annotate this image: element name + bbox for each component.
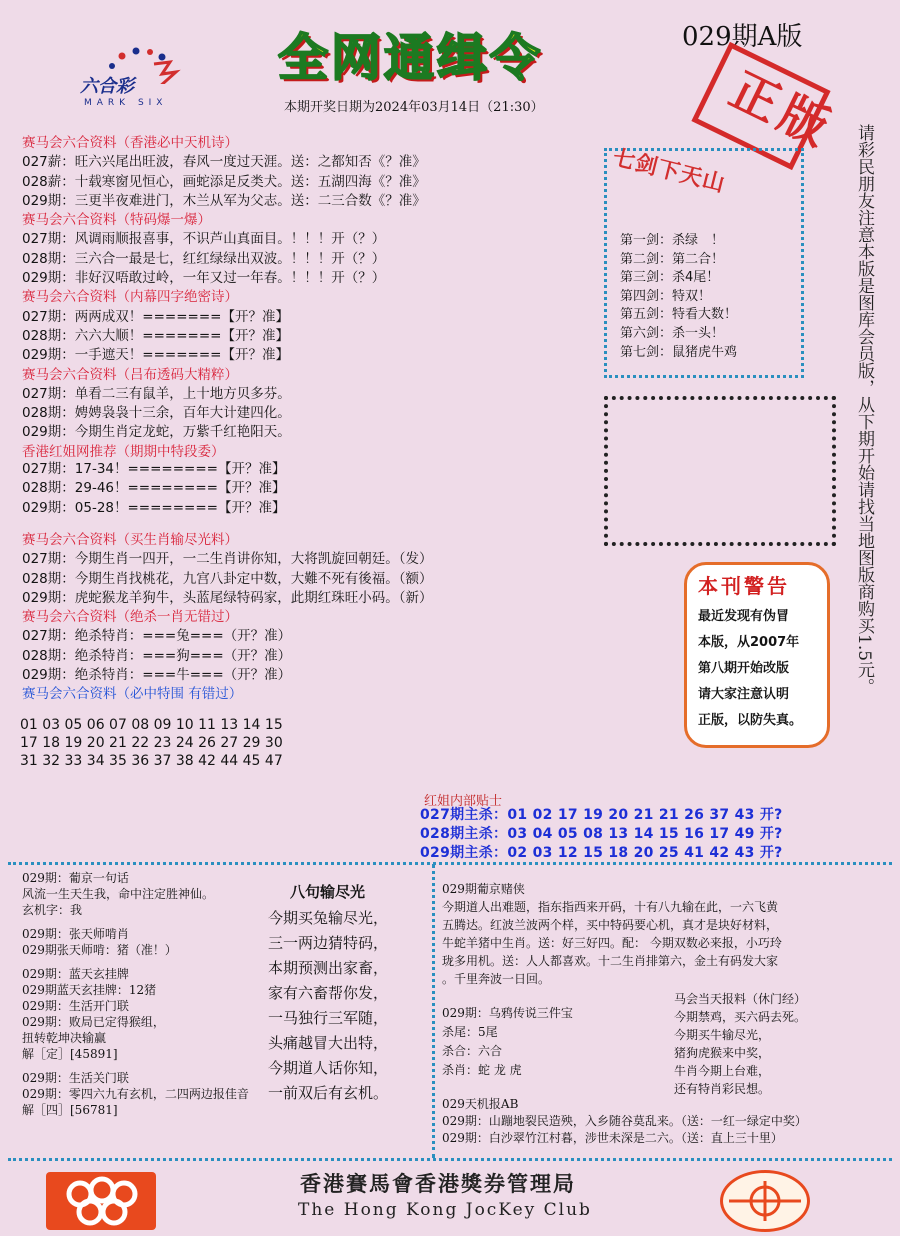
text-line: 玄机字：我 — [22, 903, 83, 917]
warning-text — [698, 604, 802, 734]
heaven-report — [442, 1096, 807, 1147]
sword-item: 第三剑：杀4尾！ — [620, 270, 720, 286]
sword-item: 第四剑：特双！ — [620, 288, 712, 304]
footer-org-cn: 香港賽馬會香港獎券管理局 — [300, 1171, 576, 1196]
text-line: 029期：山蹦地裂民造殃，入乡随谷莫乱来。（送：一红一绿定中奖） — [442, 1114, 807, 1128]
text-line: 029期：绝杀特肖：===牛===（开？准） — [22, 667, 292, 684]
poem — [268, 906, 388, 1106]
sword-item: 第七剑：鼠猪虎牛鸡 — [620, 344, 738, 360]
text-line: 赛马会六合资料（买生肖输尽光料） — [22, 532, 238, 548]
number-row: 31 32 33 34 35 36 37 38 42 44 45 47 — [20, 753, 283, 769]
edition-label: 029期A版 — [682, 22, 803, 52]
text-line: 杀尾：5尾 — [442, 1025, 498, 1039]
bottom-left-text — [22, 870, 249, 1118]
text-line: 029期：05-28！========【开？准】 — [22, 499, 286, 516]
text-line: 029期：败局已定得猴组， — [22, 1015, 165, 1029]
text-line: 028期：三六合一最是七，红红绿绿出双波。！！！开（？） — [22, 250, 386, 267]
text-line: 猪狗虎猴来中奖， — [674, 1046, 771, 1060]
text-line: 029期张天师啃：猪（准！） — [22, 943, 177, 957]
text-line: 今期道人出难题，指东指西来开码，十有八九输在此，一六飞黄 — [442, 900, 779, 914]
text-line: 027期：单看二三有鼠羊，上十地方贝多芬。 — [22, 385, 291, 402]
logo-text: 六合彩 — [80, 76, 134, 97]
text-line: 珑多用机。送：人人都喜欢。十二生肖排第六，金土有码发大家 — [442, 954, 779, 968]
text-line: 今期道人话你知， — [268, 1059, 389, 1077]
logo-subtext: MARK SIX — [84, 98, 168, 108]
warning-line: 本版，从2007年 — [698, 635, 800, 650]
warning-line: 第八期开始改版 — [698, 661, 790, 676]
text-line: 马会当天报料（休门经） — [674, 992, 807, 1006]
text-line: 027期：17-34！========【开？准】 — [22, 461, 286, 477]
text-line: 029期葡京赌侠 — [442, 882, 525, 896]
lottery-logo-icon — [46, 1172, 156, 1230]
text-line: 一马独行三军随， — [268, 1009, 389, 1027]
sword-item: 第一剑：杀绿 ！ — [620, 233, 725, 248]
divider — [432, 864, 435, 1158]
kill-row: 028期主杀：03 04 05 08 13 14 15 16 17 49 开? — [420, 826, 783, 842]
blank-frame — [604, 396, 836, 546]
number-row: 17 18 19 20 21 22 23 24 26 27 29 30 — [20, 735, 283, 751]
text-line: 香港红姐网推荐（期期中特段委） — [22, 443, 225, 460]
warning-line: 最近发现有伪冒 — [698, 609, 790, 624]
side-notice: 请彩民朋友注意本版是图库会员版，从下期开始请找当地图版商购买1.5元。 — [854, 124, 874, 696]
number-row: 01 03 05 06 07 08 09 10 11 13 14 15 — [20, 717, 283, 733]
text-line: 028期：绝杀特肖：===狗===（开？准） — [22, 647, 292, 664]
text-line: 三一两边猜特码， — [268, 934, 389, 952]
sword-title: 七剑下天山 — [610, 145, 728, 198]
left-section-2 — [22, 460, 286, 518]
left-section-1 — [22, 134, 426, 462]
text-line: 扭转乾坤决输赢 — [22, 1031, 107, 1045]
sword-item: 第六剑：杀一头！ — [620, 325, 725, 341]
text-line: 杀肖：蛇 龙 虎 — [442, 1063, 522, 1077]
text-line: 029期：乌鸦传说三件宝 — [442, 1006, 573, 1020]
text-line: 。千里奔波一日回。 — [442, 972, 551, 986]
jockey-club-logo — [720, 1170, 810, 1232]
kill-row: 029期主杀：02 03 12 15 18 20 25 41 42 43 开? — [420, 845, 783, 861]
poem-title: 八句输尽光 — [290, 883, 366, 901]
text-line: 杀合：六合 — [442, 1044, 503, 1058]
sword-item: 第二剑：第二合！ — [620, 251, 725, 267]
text-line: 一前双后有玄机。 — [268, 1084, 389, 1102]
text-line: 028期：娉娉袅袅十三余，百年大计建四化。 — [22, 405, 291, 422]
text-line: 赛马会六合资料（特码爆一爆） — [22, 212, 211, 229]
bottom-right-text — [442, 880, 782, 988]
horse-report — [674, 990, 806, 1098]
text-line: 赛马会六合资料（绝杀一肖无错过） — [22, 609, 238, 626]
text-line: 今期禁鸡，买六码去死。 — [674, 1010, 807, 1024]
draw-date: 本期开奖日期为2024年03月14日（21:30） — [284, 100, 544, 115]
text-line: 赛马会六合资料（内幕四字绝密诗） — [22, 289, 238, 306]
text-line: 本期预测出家畜， — [268, 959, 389, 977]
text-line: 029期：白沙翠竹江村暮，涉世未深是二六。（送：直上三十里） — [442, 1131, 783, 1145]
divider — [8, 862, 892, 865]
text-line: 027薪：旺六兴尾出旺波，春风一度过天涯。送：之都知否《？准》 — [22, 154, 426, 171]
lottery-logo — [46, 1172, 156, 1230]
text-line: 牛肖今期上台难， — [674, 1064, 771, 1078]
text-line: 028期：29-46！========【开？准】 — [22, 480, 286, 497]
text-line: 027期：风调雨顺报喜事，不识芦山真面目。！！！开（？） — [22, 231, 386, 248]
text-line: 028期：今期生肖找桃花，九宫八卦定中数，大難不死有後福。（额） — [22, 570, 433, 587]
text-line: 027期：今期生肖一四开，一二生肖讲你知，大将凯旋回朝廷。（发） — [22, 551, 433, 568]
text-line: 五腾达。红波兰波两个样，买中特码要心机，真才是块好材料， — [442, 918, 779, 932]
text-line: 头痛越冒大出特， — [268, 1034, 389, 1052]
divider — [8, 1158, 892, 1161]
text-line — [22, 958, 249, 966]
text-line: 028期：六六大顺！=======【开？准】 — [22, 327, 289, 344]
number-grid — [20, 716, 283, 770]
text-line — [22, 1062, 249, 1070]
warning-line: 正版，以防失真。 — [698, 713, 803, 728]
text-line: 风流一生天生我，命中注定胜神仙。 — [22, 887, 215, 901]
text-line: 解［定］[45891] — [22, 1047, 118, 1061]
text-line — [22, 918, 249, 926]
text-line: 029期：生活关门联 — [22, 1071, 129, 1085]
text-line: 029期：零四六九有玄机，二四两边报佳音 — [22, 1087, 249, 1101]
warning-line: 请大家注意认明 — [698, 687, 790, 702]
kill-row: 027期主杀：01 02 17 19 20 21 21 26 37 43 开? — [420, 807, 783, 823]
sword-list — [620, 232, 737, 362]
text-line: 029期：三更半夜难进门，木兰从军为父志。送：二三合数《？准》 — [22, 192, 426, 209]
text-line: 029期：葡京一句话 — [22, 871, 129, 885]
text-line: 家有六畜帮你发， — [268, 984, 389, 1002]
text-line: 029期：张天师啃肖 — [22, 927, 129, 941]
kill-list — [420, 806, 783, 863]
text-line: 今期买兔输尽光， — [268, 909, 389, 927]
crow-legend — [442, 1004, 573, 1080]
footer-org-en: The Hong Kong JocKey Club — [298, 1200, 592, 1220]
text-line: 029期：蓝天玄挂牌 — [22, 967, 129, 981]
text-line: 赛马会六合资料（必中特围 有错过） — [22, 686, 243, 703]
left-section-3 — [22, 531, 433, 705]
text-line: 今期买牛输尽光， — [674, 1028, 771, 1042]
jockey-club-emblem-icon — [723, 1173, 807, 1229]
stamp-text: 正版 — [721, 61, 843, 160]
text-line: 027期：绝杀特肖：===兔===（开？准） — [22, 628, 292, 645]
warning-title: 本刊警告 — [698, 574, 790, 598]
text-line: 028薪：十载寒窗见恒心，画蛇添足反类犬。送：五湖四海《？准》 — [22, 173, 426, 190]
kill-title: 红姐内部贴士 — [424, 794, 503, 809]
text-line: 029天机报AB — [442, 1097, 519, 1111]
text-line: 029期：非好汉唔敢过岭，一年又过一年春。！！！开（？） — [22, 270, 386, 287]
text-line: 牛蛇羊猪中生肖。送：好三好四。配： 今期双数必来报，小巧玲 — [442, 936, 782, 950]
text-line: 029期：一手遮天！=======【开？准】 — [22, 347, 289, 364]
text-line: 029期蓝天玄挂牌：12猪 — [22, 983, 157, 997]
text-line: 027期：两两成双！=======【开？准】 — [22, 308, 289, 325]
text-line: 029期：今期生肖定龙蛇，万紫千红艳阳天。 — [22, 424, 291, 441]
text-line: 解［四］[56781] — [22, 1103, 118, 1117]
text-line: 029期：虎蛇猴龙羊狗牛，头蓝尾绿特码家，此期红珠旺小码。（新） — [22, 589, 433, 606]
text-line: 还有特肖彩民想。 — [674, 1082, 771, 1096]
text-line: 029期：生活开门联 — [22, 999, 129, 1013]
text-line: 赛马会六合资料（吕布透码大精粹） — [22, 366, 238, 383]
sword-item: 第五剑：特看大数！ — [620, 307, 738, 323]
text-line: 赛马会六合资料（香港必中天机诗） — [22, 135, 238, 151]
page-title: 全网通缉令 — [278, 29, 543, 87]
